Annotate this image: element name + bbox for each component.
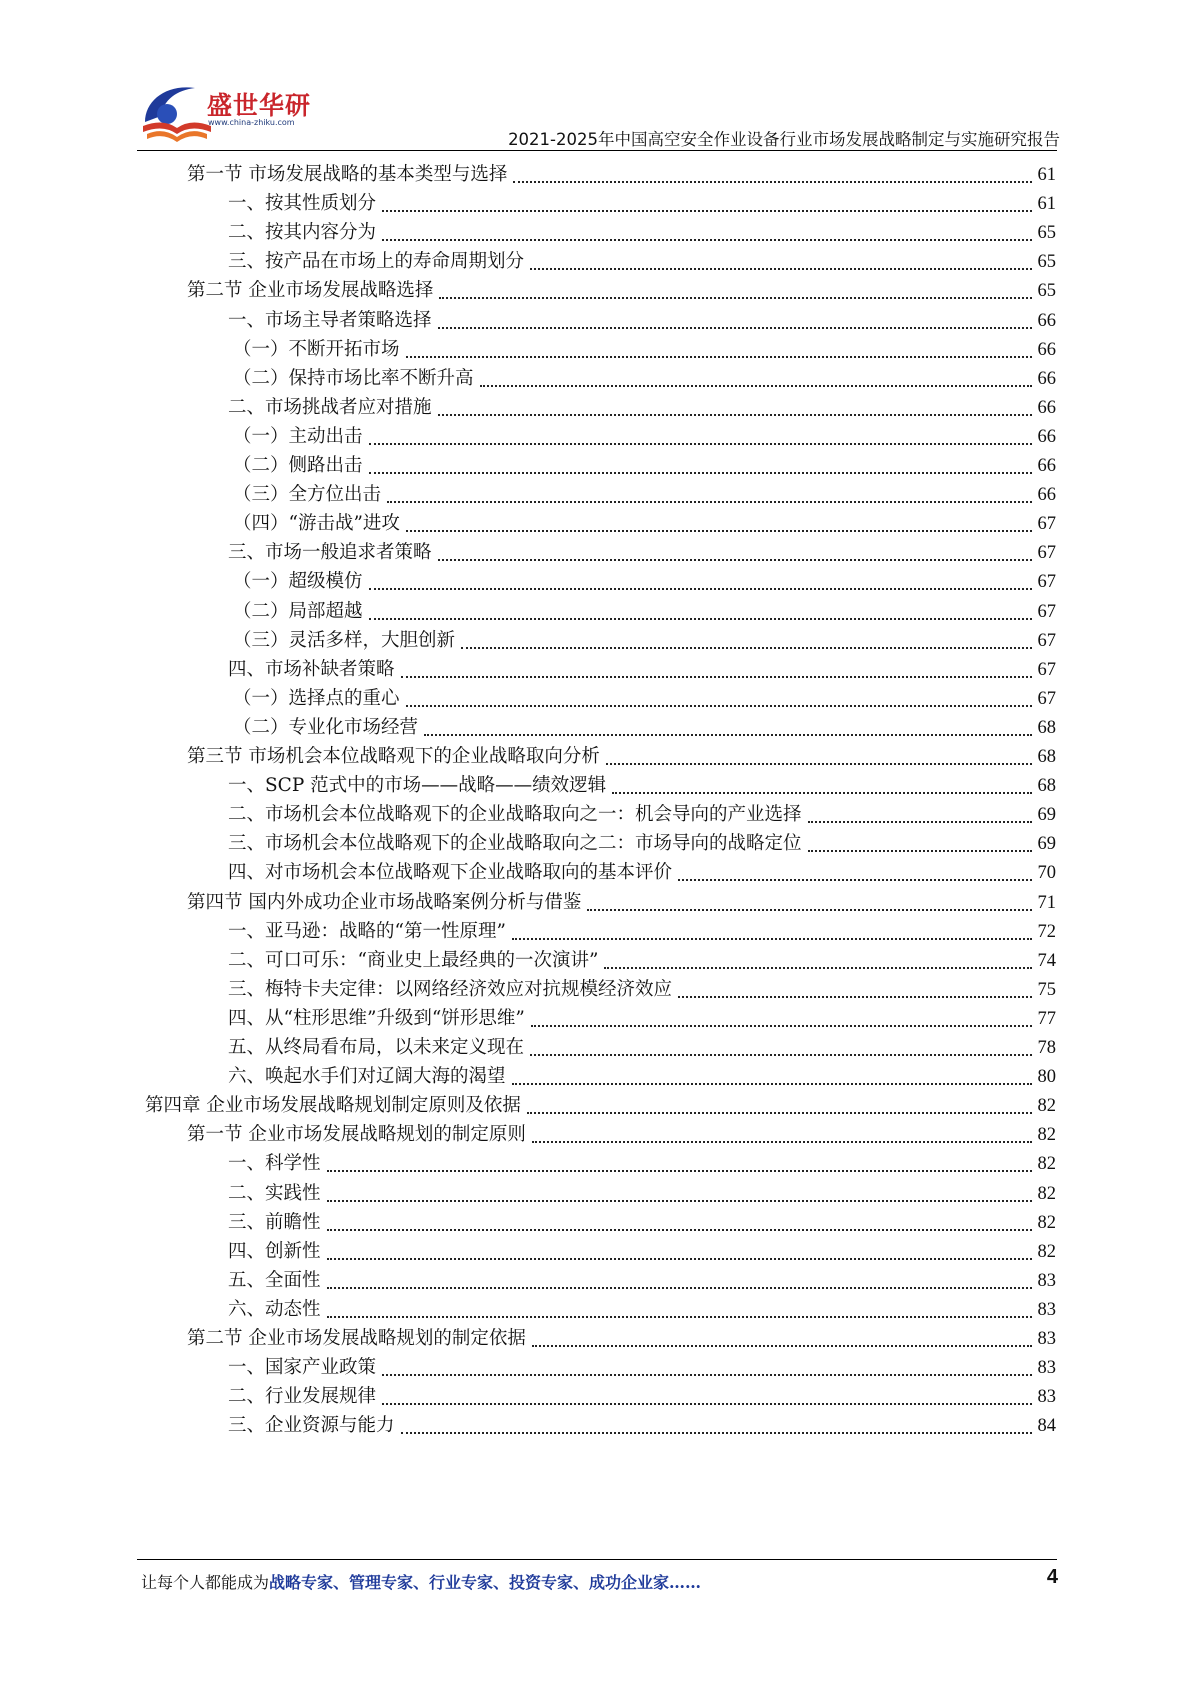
toc-entry-page: 65 [1037, 252, 1056, 273]
toc-entry-page: 66 [1037, 426, 1056, 447]
toc-entry-page: 71 [1037, 892, 1056, 913]
page-number: 4 [1046, 1566, 1058, 1588]
toc-entry[interactable] [228, 858, 1056, 889]
toc-entry-page: 68 [1037, 717, 1056, 738]
toc-entry-page: 65 [1037, 223, 1056, 244]
brand-url: www.china-zhiku.com [208, 118, 295, 127]
toc-entry[interactable] [228, 829, 1056, 860]
toc-leader-dots [406, 705, 1032, 707]
toc-entry-page: 69 [1037, 834, 1056, 855]
header-divider [137, 150, 1057, 151]
toc-entry-title: （三）灵活多样，大胆创新 [233, 629, 456, 651]
toc-entry-title: 一、国家产业政策 [228, 1357, 377, 1379]
toc-entry-title: 第二节 企业市场发展战略规划的制定依据 [187, 1328, 526, 1349]
toc-entry-title: （一）主动出击 [233, 425, 363, 447]
toc-entry-title: 第一节 企业市场发展战略规划的制定原则 [187, 1124, 526, 1146]
toc-entry-page: 78 [1037, 1038, 1056, 1058]
toc-leader-dots [604, 967, 1031, 969]
toc-entry[interactable] [228, 1033, 1056, 1064]
toc-entry[interactable] [228, 1149, 1056, 1180]
toc-leader-dots [530, 1054, 1031, 1056]
toc-entry-page: 82 [1037, 1212, 1056, 1233]
toc-entry[interactable] [187, 1324, 1056, 1355]
toc-entry[interactable] [187, 160, 1056, 191]
toc-leader-dots [369, 618, 1032, 620]
slogan-highlight: 战略专家、管理专家、行业专家、投资专家、成功企业家…… [269, 1573, 702, 1592]
toc-entry-title: 一、市场主导者策略选择 [228, 309, 432, 331]
toc-entry-page: 67 [1037, 572, 1056, 593]
toc-leader-dots [382, 239, 1031, 241]
toc-entry-page: 67 [1037, 659, 1056, 680]
report-title: 2021-2025年中国高空安全作业设备行业市场发展战略制定与实施研究报告 [508, 130, 1060, 149]
toc-entry[interactable] [228, 1266, 1056, 1297]
toc-leader-dots [512, 1083, 1032, 1085]
toc-leader-dots [808, 821, 1032, 823]
toc-entry[interactable] [228, 1295, 1056, 1326]
toc-leader-dots [606, 763, 1032, 765]
toc-leader-dots [327, 1287, 1032, 1289]
toc-entry-title: 三、按产品在市场上的寿命周期划分 [228, 251, 525, 273]
toc-entry[interactable] [228, 655, 1056, 686]
toc-leader-dots [513, 181, 1031, 183]
toc-entry[interactable] [233, 335, 1056, 366]
toc-leader-dots [438, 559, 1032, 561]
toc-entry-page: 66 [1037, 339, 1056, 360]
toc-entry-title: 一、按其性质划分 [228, 193, 377, 215]
toc-entry[interactable] [233, 422, 1056, 453]
toc-entry-title: 二、市场挑战者应对措施 [228, 396, 432, 418]
toc-entry-page: 82 [1037, 1125, 1056, 1146]
toc-entry-page: 67 [1037, 601, 1056, 622]
toc-leader-dots [406, 356, 1032, 358]
toc-entry-page: 70 [1037, 863, 1056, 884]
toc-leader-dots [530, 268, 1031, 270]
toc-entry-title: 第三节 市场机会本位战略观下的企业战略取向分析 [187, 746, 600, 767]
toc-entry-title: （一）选择点的重心 [233, 687, 400, 709]
toc-entry-title: 五、从终局看布局，以未来定义现在 [228, 1037, 525, 1058]
toc-entry-page: 84 [1037, 1416, 1056, 1437]
toc-entry[interactable] [233, 626, 1056, 657]
toc-entry-page: 66 [1037, 397, 1056, 418]
brand-logo [137, 82, 337, 150]
toc-entry-title: 二、可口可乐：“商业史上最经典的一次演讲” [228, 949, 599, 971]
toc-entry-title: 四、市场补缺者策略 [228, 658, 395, 680]
toc-entry-page: 74 [1037, 950, 1056, 971]
toc-entry-page: 82 [1037, 1183, 1056, 1204]
toc-entry-page: 82 [1037, 1154, 1056, 1175]
toc-entry-page: 61 [1037, 165, 1056, 185]
toc-entry[interactable] [228, 1411, 1056, 1442]
toc-leader-dots [532, 1141, 1032, 1143]
toc-entry[interactable] [228, 1353, 1056, 1384]
brand-name: 盛世华研 [207, 91, 312, 120]
toc-entry[interactable] [145, 1091, 1056, 1122]
footer-divider [137, 1559, 1057, 1560]
toc-entry-page: 66 [1037, 456, 1056, 476]
toc-entry-page: 65 [1037, 281, 1056, 302]
toc-leader-dots [612, 792, 1031, 794]
toc-entry[interactable] [228, 1382, 1056, 1413]
toc-entry-title: 第二节 企业市场发展战略选择 [187, 280, 434, 302]
toc-entry[interactable] [228, 393, 1056, 424]
toc-leader-dots [369, 443, 1032, 445]
toc-entry-page: 67 [1037, 630, 1056, 651]
toc-entry[interactable] [228, 917, 1056, 948]
toc-entry[interactable] [233, 364, 1056, 395]
toc-entry-page: 67 [1037, 543, 1056, 564]
toc-entry-title: 四、对市场机会本位战略观下企业战略取向的基本评价 [228, 862, 673, 884]
toc-entry-page: 67 [1037, 688, 1056, 709]
toc-leader-dots [382, 1374, 1031, 1376]
toc-entry-title: （二）保持市场比率不断升高 [233, 367, 474, 389]
toc-entry-title: （三）全方位出击 [233, 484, 382, 506]
toc-entry[interactable] [187, 1120, 1056, 1151]
toc-leader-dots [327, 1170, 1032, 1172]
toc-leader-dots [532, 1345, 1032, 1347]
toc-entry[interactable] [187, 742, 1056, 773]
toc-entry[interactable] [228, 1062, 1056, 1093]
toc-leader-dots [678, 996, 1031, 998]
toc-entry-title: 第四章 企业市场发展战略规划制定原则及依据 [145, 1095, 521, 1117]
toc-entry-title: 二、实践性 [228, 1182, 321, 1204]
toc-entry[interactable] [228, 1004, 1056, 1035]
toc-entry-title: 一、亚马逊：战略的“第一性原理” [228, 920, 506, 942]
toc-leader-dots [369, 588, 1032, 590]
toc-entry-page: 83 [1037, 1329, 1056, 1349]
toc-entry[interactable] [233, 567, 1056, 598]
toc-entry-title: 第四节 国内外成功企业市场战略案例分析与借鉴 [187, 891, 582, 913]
toc-entry[interactable] [228, 218, 1056, 249]
toc-entry[interactable] [228, 247, 1056, 278]
toc-leader-dots [439, 297, 1031, 299]
toc-entry-title: （二）侧路出击 [233, 455, 363, 476]
toc-entry-title: 三、市场机会本位战略观下的企业战略取向之二：市场导向的战略定位 [228, 833, 802, 855]
toc-entry-page: 83 [1037, 1387, 1056, 1408]
toc-entry[interactable] [233, 451, 1056, 482]
toc-leader-dots [382, 210, 1031, 212]
toc-entry-title: （四）“游击战”进攻 [233, 513, 400, 535]
slogan-prefix: 让每个人都能成为 [141, 1573, 270, 1592]
toc-entry-page: 83 [1037, 1299, 1056, 1320]
toc-leader-dots [512, 938, 1032, 940]
toc-entry[interactable] [187, 276, 1056, 307]
toc-entry[interactable] [233, 713, 1056, 744]
toc-entry[interactable] [228, 800, 1056, 831]
toc-entry[interactable] [228, 771, 1056, 802]
toc-entry-title: 二、按其内容分为 [228, 222, 377, 244]
toc-entry-page: 68 [1037, 747, 1056, 767]
toc-entry-title: 一、SCP 范式中的市场——战略——绩效逻辑 [228, 775, 607, 797]
toc-leader-dots [461, 647, 1031, 649]
toc-entry[interactable] [228, 1208, 1056, 1239]
toc-entry-title: 六、动态性 [228, 1298, 321, 1320]
toc-entry-page: 66 [1037, 485, 1056, 506]
toc-entry-title: （二）专业化市场经营 [233, 716, 419, 738]
toc-leader-dots [438, 414, 1032, 416]
toc-entry[interactable] [233, 509, 1056, 540]
logo-book-icon [137, 82, 217, 148]
toc-leader-dots [808, 850, 1032, 852]
toc-leader-dots [369, 472, 1032, 474]
toc-entry-title: 二、市场机会本位战略观下的企业战略取向之一：机会导向的产业选择 [228, 804, 802, 826]
toc-leader-dots [406, 530, 1032, 532]
toc-entry-title: 第一节 市场发展战略的基本类型与选择 [187, 164, 508, 185]
toc-entry[interactable] [233, 684, 1056, 715]
toc-entry[interactable] [233, 597, 1056, 628]
toc-leader-dots [327, 1229, 1032, 1231]
page-header [0, 0, 1191, 150]
toc-leader-dots [587, 909, 1031, 911]
toc-entry[interactable] [228, 1179, 1056, 1210]
toc-entry[interactable] [233, 480, 1056, 511]
toc-entry-title: 六、唤起水手们对辽阔大海的渴望 [228, 1066, 506, 1088]
toc-entry-page: 61 [1037, 194, 1056, 215]
toc-leader-dots [327, 1258, 1032, 1260]
toc-leader-dots [678, 879, 1031, 881]
toc-leader-dots [438, 327, 1032, 329]
toc-entry[interactable] [228, 306, 1056, 337]
toc-leader-dots [401, 676, 1032, 678]
toc-entry[interactable] [228, 946, 1056, 977]
toc-leader-dots [327, 1316, 1032, 1318]
toc-entry-title: 四、从“柱形思维”升级到“饼形思维” [228, 1007, 525, 1029]
toc-entry-title: 二、行业发展规律 [228, 1386, 377, 1408]
toc-entry[interactable] [228, 189, 1056, 220]
toc-leader-dots [527, 1112, 1032, 1114]
toc-entry-title: 三、前瞻性 [228, 1211, 321, 1233]
toc-entry-title: 三、企业资源与能力 [228, 1415, 395, 1437]
toc-entry-page: 66 [1037, 368, 1056, 389]
toc-entry-title: （一）超级模仿 [233, 571, 363, 593]
footer-slogan [141, 1570, 701, 1593]
toc-leader-dots [401, 1432, 1032, 1434]
toc-entry[interactable] [228, 1237, 1056, 1268]
toc-entry-title: 三、市场一般追求者策略 [228, 542, 432, 564]
toc-entry[interactable] [228, 975, 1056, 1006]
toc-entry-page: 72 [1037, 921, 1056, 942]
toc-entry-page: 68 [1037, 776, 1056, 797]
toc-entry-page: 83 [1037, 1270, 1056, 1291]
toc-entry-page: 75 [1037, 979, 1056, 1000]
toc-entry-title: （二）局部超越 [233, 600, 363, 622]
toc-entry-page: 66 [1037, 310, 1056, 331]
toc-entry-title: 三、梅特卡夫定律：以网络经济效应对抗规模经济效应 [228, 978, 673, 1000]
toc-entry[interactable] [187, 888, 1056, 919]
toc-entry-page: 82 [1037, 1096, 1056, 1117]
toc-entry-page: 69 [1037, 805, 1056, 826]
toc-entry-page: 83 [1037, 1358, 1056, 1379]
toc-entry-title: 一、科学性 [228, 1153, 321, 1175]
toc-entry-page: 80 [1037, 1067, 1056, 1088]
toc-leader-dots [480, 385, 1032, 387]
toc-entry-title: 四、创新性 [228, 1240, 321, 1262]
toc-leader-dots [424, 734, 1031, 736]
toc-entry-page: 82 [1037, 1241, 1056, 1262]
toc-leader-dots [387, 501, 1031, 503]
toc-entry-title: 五、全面性 [228, 1269, 321, 1291]
toc-entry-title: （一）不断开拓市场 [233, 338, 400, 360]
toc-entry-page: 67 [1037, 514, 1056, 535]
toc-entry[interactable] [228, 538, 1056, 569]
toc-leader-dots [531, 1025, 1032, 1027]
toc-leader-dots [327, 1200, 1032, 1202]
toc-entry-page: 77 [1037, 1008, 1056, 1029]
toc-leader-dots [382, 1403, 1031, 1405]
